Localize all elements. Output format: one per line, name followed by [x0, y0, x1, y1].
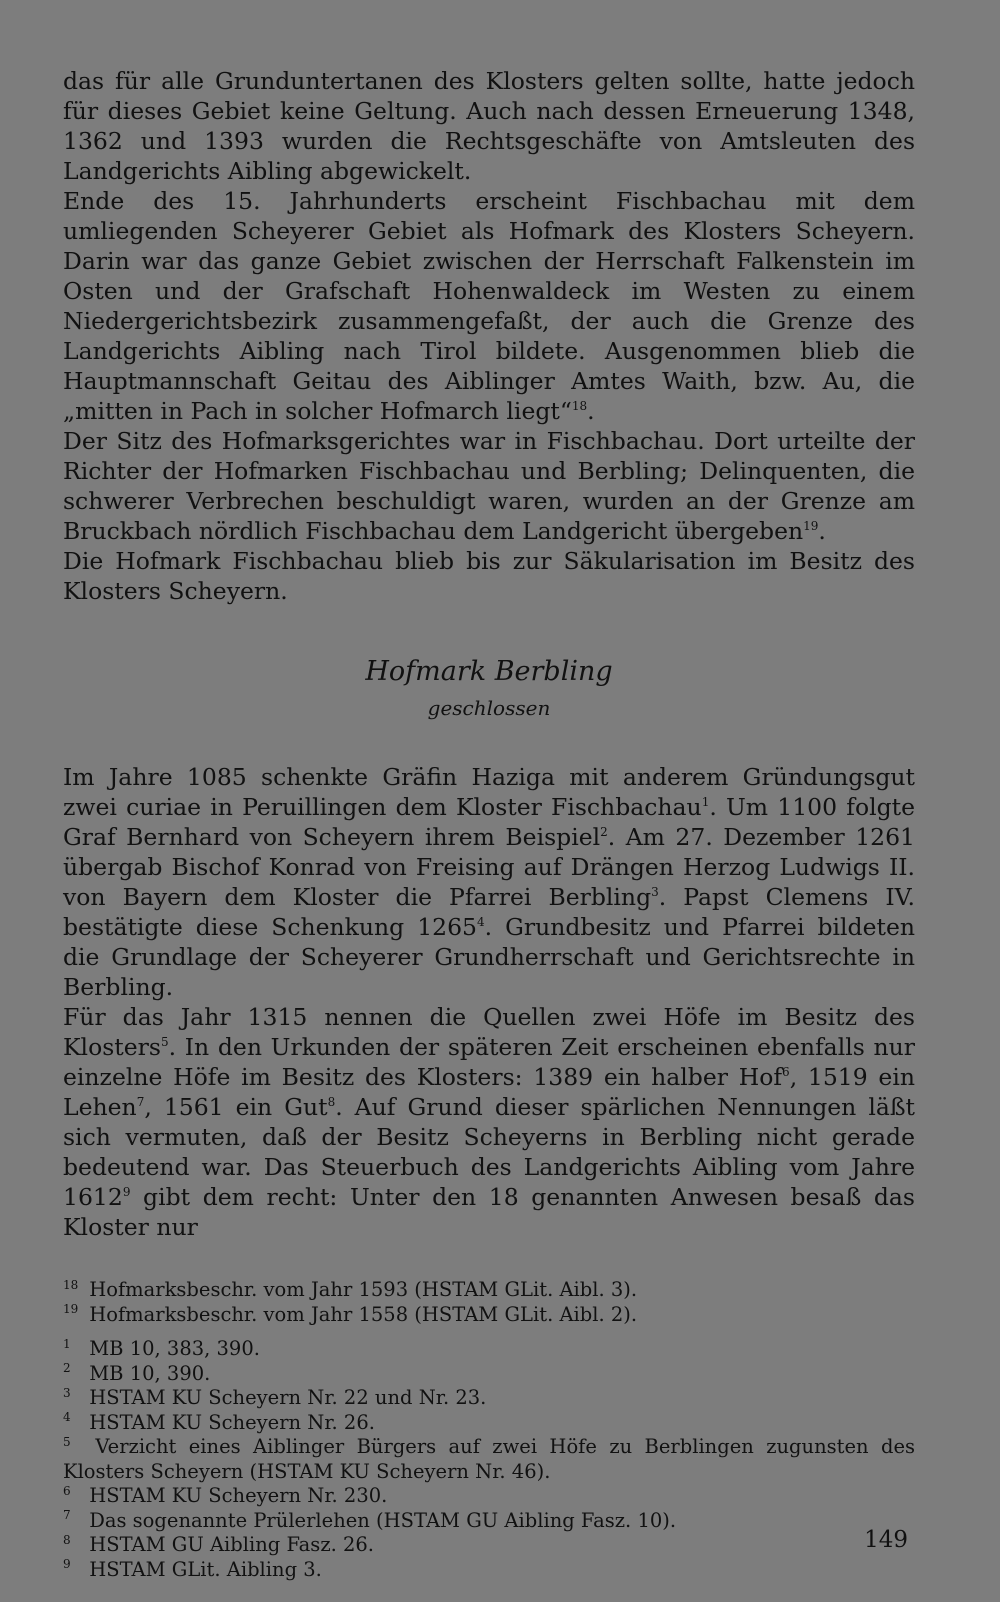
footnote: 18 Hofmarksbeschr. vom Jahr 1593 (HSTAM GLit. Aibl. 3).	[63, 1277, 638, 1301]
footnote: 7 Das sogenannte Prülerlehen (HSTAM GU Aibling Fasz. 10).	[63, 1508, 677, 1532]
section-heading	[63, 654, 915, 722]
footnote-ref: 5	[160, 1035, 169, 1050]
footnote: 19 Hofmarksbeschr. vom Jahr 1558 (HSTAM GLit. Aibl. 2).	[63, 1302, 638, 1326]
footnote: 6 HSTAM KU Scheyern Nr. 230.	[63, 1483, 388, 1507]
footnote-ref: 19	[803, 519, 819, 534]
footnote-ref: 1	[701, 795, 710, 810]
footnote-ref: 9	[122, 1185, 131, 1200]
section-title: Hofmark Berbling	[365, 656, 613, 687]
footnotes-current	[63, 1337, 915, 1582]
section-subtitle: geschlossen	[427, 696, 551, 720]
footnote-ref: 7	[136, 1095, 145, 1110]
footnote-ref: 18	[571, 399, 588, 414]
footnote-ref: 6	[782, 1065, 790, 1080]
footnote-ref: 2	[600, 825, 608, 840]
section-fischbachau	[63, 66, 915, 606]
footnote-ref: 4	[477, 915, 485, 930]
paragraph: das für alle Grunduntertanen des Klosters gelten sollte, hatte jedoch für dieses Gebiet keine Geltung. Auch nach dessen Erneuerung 1348, 1362 und 1393 wurden die Rechtsgeschäfte von Amtsleuten des Landgerichts Aibling abgewickelt.	[63, 67, 915, 185]
footnote-ref: 3	[651, 885, 659, 900]
footnote: 4 HSTAM KU Scheyern Nr. 26.	[63, 1410, 375, 1434]
paragraph: Die Hofmark Fischbachau blieb bis zur Säkularisation im Besitz des Klosters Scheyern.	[63, 547, 915, 605]
footnote: 9 HSTAM GLit. Aibling 3.	[63, 1557, 322, 1581]
page-body	[63, 66, 915, 1592]
paragraph: Im Jahre 1085 schenkte Gräfin Haziga mit anderem Gründungsgut zwei curiae in Peruillingen dem Kloster Fischbachau$^1$. Um 1100 folgte Graf Bernhard von Scheyern ihrem Beispiel$^2$. Am 27. Dezember 1261 übergab Bischof Konrad von Freising auf Drängen Herzog Ludwigs II. von Bayern dem Kloster die Pfarrei Berbling$^3$. Papst Clemens IV. bestätigte diese Schenkung 1265$^4$. Grundbesitz und Pfarrei bildeten die Grundlage der Scheyerer Grundherrschaft und Gerichtsrechte in Berbling.	[63, 763, 915, 1001]
footnote: 5 Verzicht eines Aiblinger Bürgers auf zwei Höfe zu Berblingen zugunsten des Klosters Scheyern (HSTAM KU Scheyern Nr. 46).	[63, 1434, 915, 1483]
footnote: 1 MB 10, 383, 390.	[63, 1336, 260, 1360]
footnotes	[63, 1278, 915, 1582]
page-number: 149	[864, 1527, 908, 1553]
footnote: 8 HSTAM GU Aibling Fasz. 26.	[63, 1532, 375, 1556]
footnotes-previous	[63, 1278, 915, 1327]
paragraph: Der Sitz des Hofmarksgerichtes war in Fischbachau. Dort urteilte der Richter der Hofmarken Fischbachau und Berbling; Delinquenten, die schwerer Verbrechen beschuldigt waren, wurden an der Grenze am Bruckbach nördlich Fischbachau dem Landgericht übergeben$^{19}$.	[63, 427, 915, 545]
section-berbling	[63, 762, 915, 1242]
footnote-ref: 8	[327, 1095, 336, 1110]
footnote: 2 MB 10, 390.	[63, 1361, 211, 1385]
paragraph: Ende des 15. Jahrhunderts erscheint Fischbachau mit dem umliegenden Scheyerer Gebiet als Hofmark des Klosters Scheyern. Darin war das ganze Gebiet zwischen der Herrschaft Falkenstein im Osten und der Grafschaft Hohenwaldeck im Westen zu einem Niedergerichtsbezirk zusammengefaßt, der auch die Grenze des Landgerichts Aibling nach Tirol bildete. Ausgenommen blieb die Hauptmannschaft Geitau des Aiblinger Amtes Waith, bzw. Au, die „mitten in Pach in solcher Hofmarch liegt“$^{18}$.	[63, 187, 915, 425]
paragraph: Für das Jahr 1315 nennen die Quellen zwei Höfe im Besitz des Klosters$^5$. In den Urkunden der späteren Zeit erscheinen ebenfalls nur einzelne Höfe im Besitz des Klosters: 1389 ein halber Hof$^6$, 1519 ein Lehen$^7$, 1561 ein Gut$^8$. Auf Grund dieser spärlichen Nennungen läßt sich vermuten, daß der Besitz Scheyerns in Berbling nicht gerade bedeutend war. Das Steuerbuch des Landgerichts Aibling vom Jahre 1612$^9$ gibt dem recht: Unter den 18 genannten Anwesen besaß das Kloster nur	[63, 1003, 915, 1241]
footnote: 3 HSTAM KU Scheyern Nr. 22 und Nr. 23.	[63, 1385, 487, 1409]
